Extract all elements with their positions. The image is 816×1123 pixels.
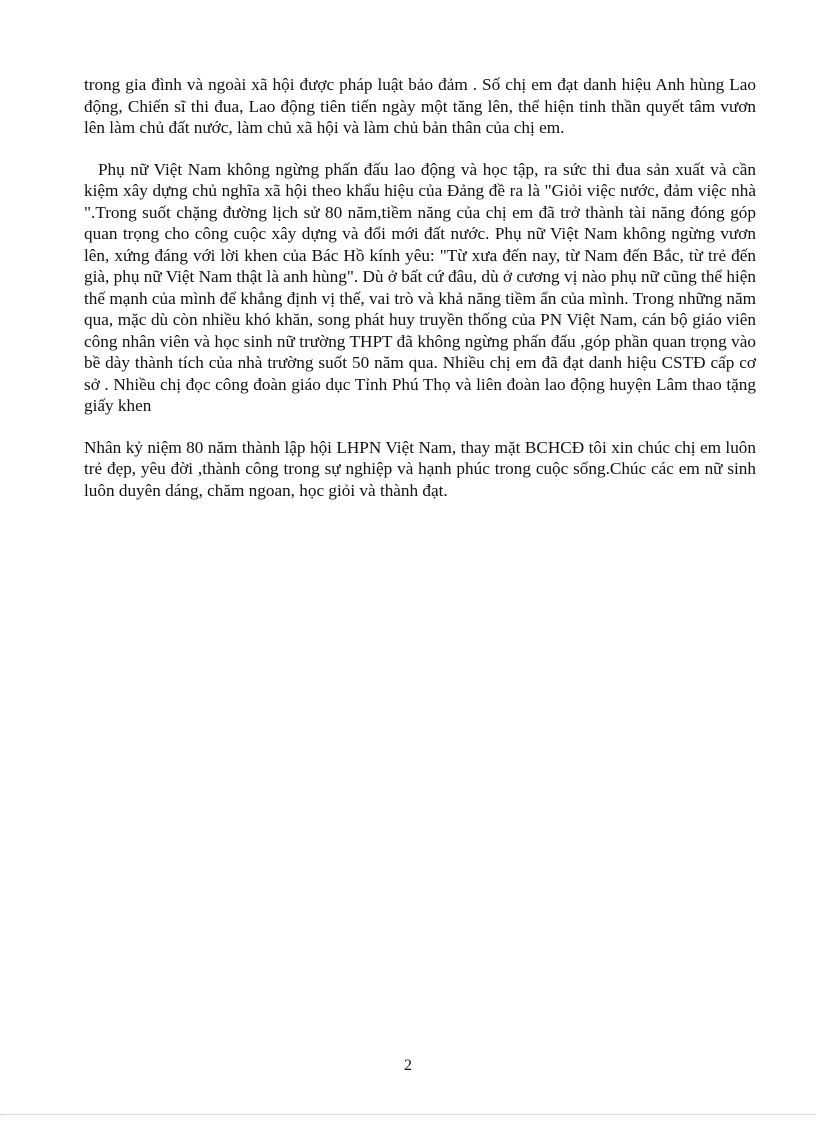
document-body xyxy=(84,74,756,521)
page-number: 2 xyxy=(404,1057,412,1074)
paragraph-vietnamese-women: Phụ nữ Việt Nam không ngừng phấn đấu lao động và học tập, ra sức thi đua sản xuất và cần kiệm xây dựng chủ nghĩa xã hội theo khẩu hiệu của Đảng đề ra là "Giỏi việc nước, đảm việc nhà ".Trong suốt chặng đường lịch sử 80 năm,tiềm năng của chị em đã trở thành tài năng đóng góp quan trọng cho công cuộc xây dựng và đổi mới đất nước. Phụ nữ Việt Nam không ngừng vươn lên, xứng đáng với lời khen của Bác Hồ kính yêu: "Từ xưa đến nay, từ Nam đến Bắc, từ trẻ đến già, phụ nữ Việt Nam thật là anh hùng". Dù ở bất cứ đâu, dù ở cương vị nào phụ nữ cũng thể hiện thế mạnh của mình để khẳng định vị thế, vai trò và khả năng tiềm ẩn của mình. Trong những năm qua, mặc dù còn nhiều khó khăn, song phát huy truyền thống của PN Việt Nam, cán bộ giáo viên công nhân viên và học sinh nữ trường THPT đã không ngừng phấn đấu ,góp phần quan trọng vào bề dày thành tích của nhà trường suốt 50 năm qua. Nhiều chị em đã đạt danh hiệu CSTĐ cấp cơ sở . Nhiều chị đọc công đoàn giáo dục Tỉnh Phú Thọ và liên đoàn lao động huyện Lâm thao tặng giấy khen xyxy=(84,159,756,415)
page-bottom-divider xyxy=(0,1114,816,1115)
paragraph-anniversary-wishes: Nhân kỷ niệm 80 năm thành lập hội LHPN Việt Nam, thay mặt BCHCĐ tôi xin chúc chị em luôn trẻ đẹp, yêu đời ,thành công trong sự nghiệp và hạnh phúc trong cuộc sống.Chúc các em nữ sinh luôn duyên dáng, chăm ngoan, học giỏi và thành đạt. xyxy=(84,437,756,500)
paragraph-continuation: trong gia đình và ngoài xã hội được pháp luật bảo đảm . Số chị em đạt danh hiệu Anh hùng Lao động, Chiến sĩ thi đua, Lao động tiên tiến ngày một tăng lên, thể hiện tinh thần quyết tâm vươn lên làm chủ đất nước, làm chủ xã hội và làm chủ bản thân của chị em. xyxy=(84,75,756,137)
